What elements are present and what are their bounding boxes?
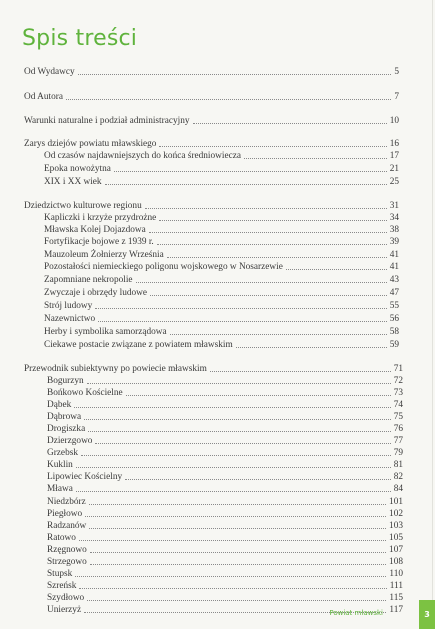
toc-entry xyxy=(0,422,403,434)
leader-dots xyxy=(150,294,387,296)
leader-dots xyxy=(76,490,391,492)
toc-entry-page: 75 xyxy=(393,412,403,422)
leader-dots xyxy=(75,575,386,577)
toc-entry-page: 82 xyxy=(393,472,403,482)
toc-entry-title: Fortyfikacje bojowe z 1939 r. xyxy=(44,237,154,247)
toc-entry xyxy=(0,223,399,235)
toc-entry-page: 81 xyxy=(393,460,403,470)
toc-entry-title: Bońkowo Kościelne xyxy=(47,388,123,398)
toc-entry xyxy=(0,398,403,410)
toc-entry-title: Radzanów xyxy=(47,521,87,531)
toc-entry xyxy=(0,199,399,211)
toc-entry-title: Niedzbórz xyxy=(47,497,86,507)
toc-entry-title: Bogurzyn xyxy=(47,376,84,386)
toc-entry-title: Mławska Kolej Dojazdowa xyxy=(44,225,146,235)
toc-entry xyxy=(0,519,403,531)
toc-entry-page: 108 xyxy=(389,557,403,567)
toc-entry xyxy=(0,273,399,285)
toc-entry xyxy=(0,482,403,494)
toc-entry-title: Strój ludowy xyxy=(44,301,93,311)
toc-entry-title: Kuklin xyxy=(47,460,73,470)
toc-entry-title: Lipowiec Kościelny xyxy=(47,472,123,482)
toc-entry-page: 17 xyxy=(389,151,399,161)
publication-name: Powiat mławski xyxy=(329,609,383,617)
toc-entry-page: 74 xyxy=(393,400,403,410)
toc-entry xyxy=(0,175,399,187)
leader-dots xyxy=(159,145,386,147)
toc-entry-title: Strzegowo xyxy=(47,557,87,567)
toc-entry-page: 76 xyxy=(393,424,403,434)
toc-entry xyxy=(0,591,403,603)
toc-entry-title: Nazewnictwo xyxy=(44,314,96,324)
page-number: 3 xyxy=(424,610,430,619)
leader-dots xyxy=(81,454,391,456)
toc-entry-title: Warunki naturalne i podział administracyjny xyxy=(24,116,190,126)
toc-entry-page: 5 xyxy=(394,67,399,77)
toc-entry xyxy=(0,299,399,311)
toc-entry-title: Zapomniane nekropolie xyxy=(44,275,133,285)
toc-entry-page: 10 xyxy=(389,116,399,126)
toc-entry xyxy=(0,325,399,337)
leader-dots xyxy=(193,122,387,124)
toc-entry xyxy=(0,90,399,102)
toc-entry-page: 21 xyxy=(389,164,399,174)
leader-dots xyxy=(244,157,387,159)
leader-dots xyxy=(98,320,387,322)
toc-entry-title: Unierzyż xyxy=(47,605,82,615)
toc-entry xyxy=(0,114,399,126)
toc-entry-title: XIX i XX wiek xyxy=(44,177,102,187)
toc-entry-page: 39 xyxy=(389,237,399,247)
leader-dots xyxy=(76,466,391,468)
toc-entry xyxy=(0,531,403,543)
toc-entry-title: Przewodnik subiektywny po powiecie mławskim xyxy=(24,364,207,374)
toc-entry-page: 103 xyxy=(389,521,403,531)
toc-entry-title: Od Wydawcy xyxy=(24,67,75,77)
toc-entry-title: Dąbek xyxy=(47,400,72,410)
toc-entry-title: Herby i symbolika samorządowa xyxy=(44,327,167,337)
toc-entry-title: Mauzoleum Żołnierzy Września xyxy=(44,250,164,260)
toc-entry-page: 71 xyxy=(393,364,403,374)
toc-entry-title: Rzęgnowo xyxy=(47,545,87,555)
toc-entry xyxy=(0,149,399,161)
leader-dots xyxy=(145,207,387,209)
toc-entry-title: Zarys dziejów powiatu mławskiego xyxy=(24,139,157,149)
page-number-tab xyxy=(419,600,435,629)
toc-entry-page: 111 xyxy=(389,581,403,591)
toc-entry-title: Od czasów najdawniejszych do końca średniowiecza xyxy=(44,151,241,161)
toc-entry-page: 73 xyxy=(393,388,403,398)
toc-entry-page: 34 xyxy=(389,213,399,223)
toc-entry-title: Dąbrowa xyxy=(47,412,82,422)
toc-entry-title: Grzebsk xyxy=(47,448,78,458)
toc-entry-title: Ciekawe postacie związane z powiatem mławskim xyxy=(44,340,233,350)
toc-entry-page: 58 xyxy=(389,327,399,337)
leader-dots xyxy=(79,587,386,589)
toc-entry-page: 105 xyxy=(389,533,403,543)
leader-dots xyxy=(286,268,387,270)
toc-entry xyxy=(0,248,399,260)
toc-entry xyxy=(0,162,399,174)
toc-entry xyxy=(0,312,399,324)
toc-entry-title: Mława xyxy=(47,484,73,494)
toc-entry-page: 41 xyxy=(389,250,399,260)
toc-entry xyxy=(0,235,399,247)
toc-entry xyxy=(0,260,399,272)
toc-entry xyxy=(0,137,399,149)
toc-entry-page: 79 xyxy=(393,448,403,458)
leader-dots xyxy=(89,503,386,505)
toc-entry-page: 115 xyxy=(389,593,403,603)
toc-entry-page: 38 xyxy=(389,225,399,235)
leader-dots xyxy=(87,382,391,384)
leader-dots xyxy=(90,551,386,553)
toc-entry xyxy=(0,567,403,579)
toc-entry-title: Kapliczki i krzyże przydrożne xyxy=(44,213,157,223)
toc-entry-page: 59 xyxy=(389,340,399,350)
leader-dots xyxy=(159,219,386,221)
leader-dots xyxy=(157,243,387,245)
leader-dots xyxy=(236,346,387,348)
toc-entry-page: 43 xyxy=(389,275,399,285)
toc-entry-title: Piegłowo xyxy=(47,509,83,519)
toc-entry xyxy=(0,446,403,458)
leader-dots xyxy=(210,370,391,372)
page-title: Spis treści xyxy=(22,26,138,51)
toc-entry xyxy=(0,458,403,470)
leader-dots xyxy=(78,73,392,75)
toc-entry-title: Stupsk xyxy=(47,569,73,579)
page-edge xyxy=(432,0,433,629)
toc-entry xyxy=(0,434,403,446)
leader-dots xyxy=(87,599,386,601)
toc-entry-title: Szydłowo xyxy=(47,593,85,603)
toc-entry-page: 77 xyxy=(393,436,403,446)
toc-entry xyxy=(0,579,403,591)
toc-entry-title: Szreńsk xyxy=(47,581,77,591)
toc-entry xyxy=(0,555,403,567)
leader-dots xyxy=(125,478,391,480)
toc-entry-page: 16 xyxy=(389,139,399,149)
toc-entry-page: 107 xyxy=(389,545,403,555)
leader-dots xyxy=(74,406,390,408)
leader-dots xyxy=(79,539,386,541)
toc-entry-page: 56 xyxy=(389,314,399,324)
toc-entry-title: Ratowo xyxy=(47,533,76,543)
toc-entry-title: Dziedzictwo kulturowe regionu xyxy=(24,201,142,211)
toc-entry xyxy=(0,470,403,482)
toc-entry-page: 41 xyxy=(389,262,399,272)
leader-dots xyxy=(167,256,387,258)
toc-entry xyxy=(0,338,399,350)
toc-entry xyxy=(0,286,399,298)
leader-dots xyxy=(90,563,386,565)
toc-entry-title: Pozostałości niemieckiego poligonu wojskowego w Nosarzewie xyxy=(44,262,283,272)
leader-dots xyxy=(105,183,387,185)
toc-entry xyxy=(0,543,403,555)
toc-entry-page: 117 xyxy=(389,605,403,615)
leader-dots xyxy=(170,333,387,335)
leader-dots xyxy=(149,231,387,233)
toc-entry xyxy=(0,495,403,507)
toc-entry-title: Zwyczaje i obrzędy ludowe xyxy=(44,288,147,298)
toc-entry-page: 31 xyxy=(389,201,399,211)
leader-dots xyxy=(89,527,386,529)
toc-entry-title: Dzierzgowo xyxy=(47,436,93,446)
toc-entry-page: 25 xyxy=(389,177,399,187)
leader-dots xyxy=(66,98,391,100)
toc-entry xyxy=(0,211,399,223)
toc-entry-page: 72 xyxy=(393,376,403,386)
toc-entry xyxy=(0,362,403,374)
toc-entry xyxy=(0,374,403,386)
toc-entry-page: 55 xyxy=(389,301,399,311)
toc-entry-title: Drogiszka xyxy=(47,424,86,434)
leader-dots xyxy=(95,442,390,444)
toc-entry-page: 110 xyxy=(389,569,403,579)
leader-dots xyxy=(114,170,387,172)
leader-dots xyxy=(85,515,386,517)
toc-entry-page: 47 xyxy=(389,288,399,298)
toc-entry xyxy=(0,507,403,519)
leader-dots xyxy=(95,307,386,309)
toc-entry-page: 101 xyxy=(389,497,403,507)
leader-dots xyxy=(136,281,387,283)
toc-entry-page: 102 xyxy=(389,509,403,519)
toc-entry xyxy=(0,410,403,422)
leader-dots xyxy=(88,430,390,432)
toc-entry-title: Epoka nowożytna xyxy=(44,164,111,174)
leader-dots xyxy=(84,418,391,420)
leader-dots xyxy=(126,394,391,396)
toc-entry xyxy=(0,65,399,77)
toc-entry-page: 84 xyxy=(393,484,403,494)
toc-entry-title: Od Autora xyxy=(24,92,63,102)
toc-entry xyxy=(0,386,403,398)
toc-entry-page: 7 xyxy=(394,92,399,102)
